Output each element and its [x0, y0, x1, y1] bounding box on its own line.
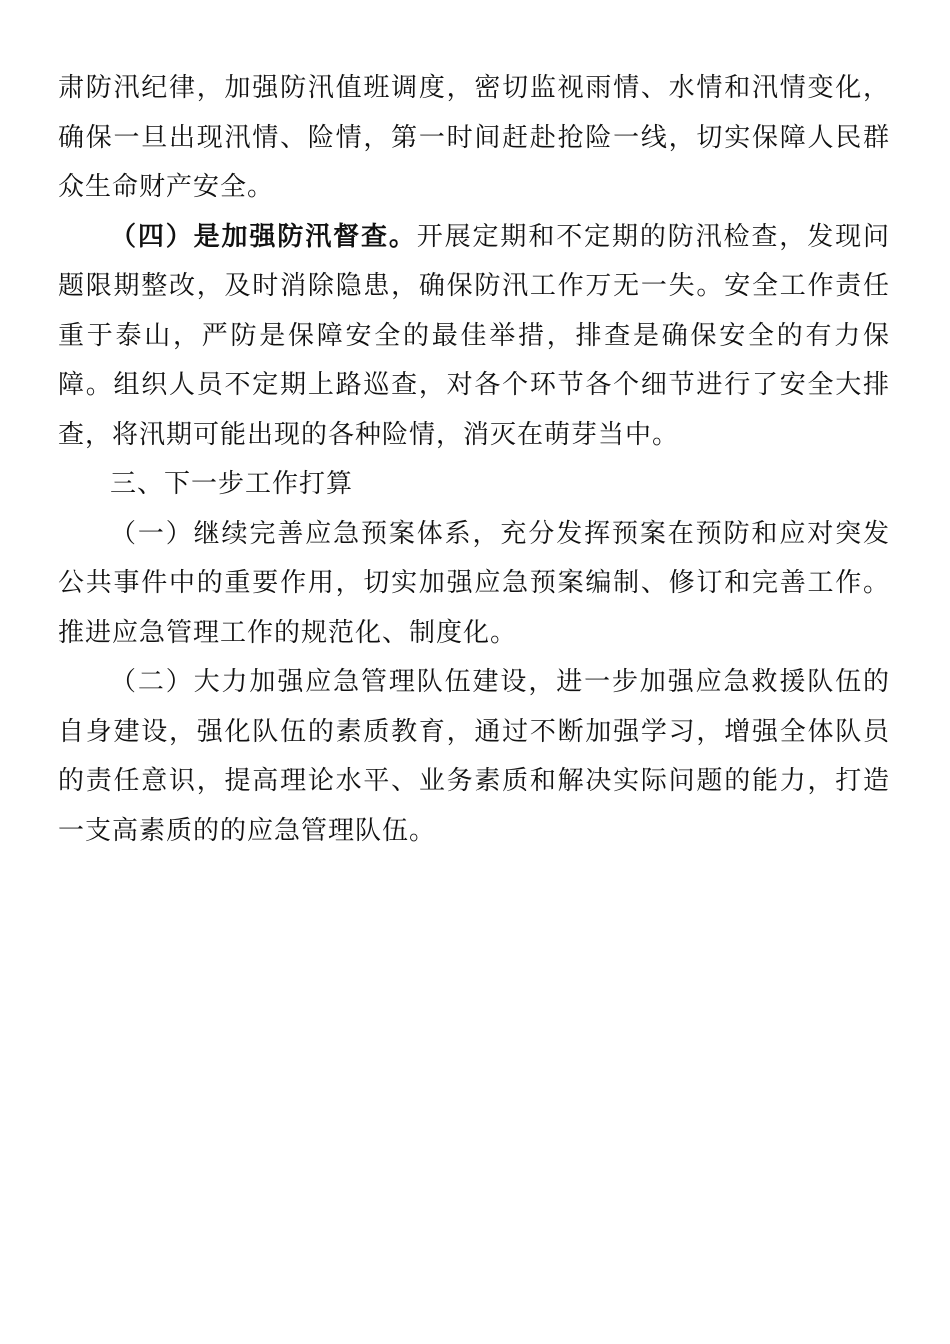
paragraph-lead-bold: （四）是加强防汛督查。 [110, 221, 417, 252]
paragraph-flood-supervision [58, 213, 890, 461]
paragraph-body: 开展定期和不定期的防汛检查，发现问题限期整改，及时消除隐患，确保防汛工作万无一失。安全工作责任重于泰山，严防是保障安全的最佳举措，排查是确保安全的有力保障。组织人员不定期上路巡查，对各个环节各个细节进行了安全大排查，将汛期可能出现的各种险情，消灭在萌芽当中。 [58, 221, 890, 450]
document-page [58, 64, 890, 856]
paragraph-plan-system: （一）继续完善应急预案体系，充分发挥预案在预防和应对突发公共事件中的重要作用，切实加强应急预案编制、修订和完善工作。推进应急管理工作的规范化、制度化。 [58, 518, 890, 648]
paragraph-continuation: 肃防汛纪律，加强防汛值班调度，密切监视雨情、水情和汛情变化，确保一旦出现汛情、险情，第一时间赶赴抢险一线，切实保障人民群众生命财产安全。 [58, 73, 890, 202]
section-heading-next-steps: 三、下一步工作打算 [110, 469, 354, 499]
paragraph-team-building: （二）大力加强应急管理队伍建设，进一步加强应急救援队伍的自身建设，强化队伍的素质教育，通过不断加强学习，增强全体队员的责任意识，提高理论水平、业务素质和解决实际问题的能力，打造一支高素质的的应急管理队伍。 [58, 667, 890, 846]
